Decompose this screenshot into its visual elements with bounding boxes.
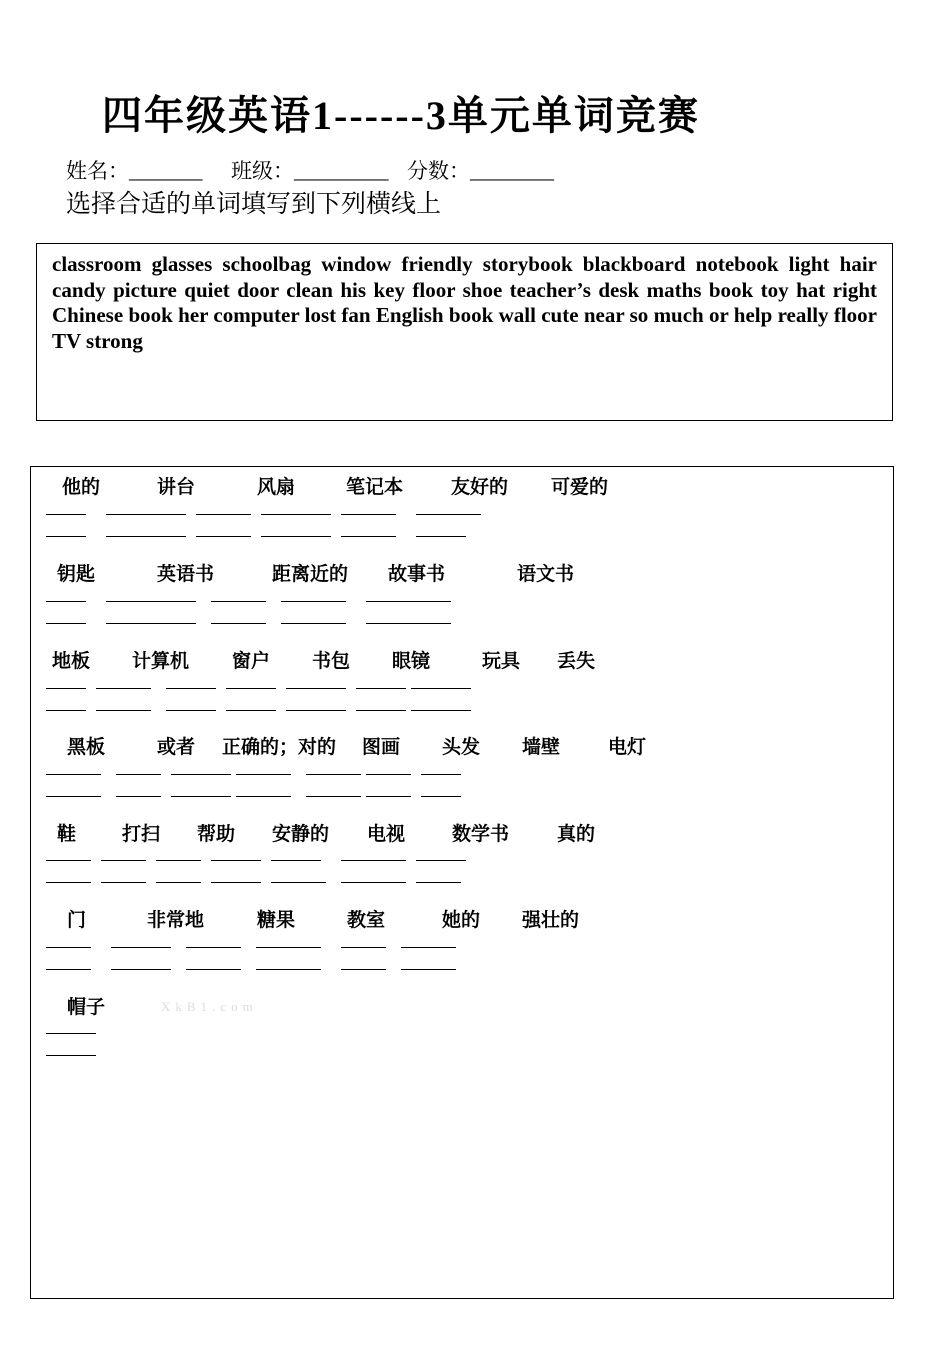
chinese-word-label: 笔记本 xyxy=(346,476,404,498)
answer-line[interactable] xyxy=(101,860,146,861)
chinese-word-label: 他的 xyxy=(62,476,101,498)
answer-line[interactable] xyxy=(226,710,276,711)
answer-line[interactable] xyxy=(101,882,146,883)
chinese-word-label: 地板 xyxy=(52,650,91,672)
answer-line[interactable] xyxy=(416,536,466,537)
answer-line[interactable] xyxy=(236,774,291,775)
answer-line[interactable] xyxy=(356,710,406,711)
answer-line[interactable] xyxy=(166,688,216,689)
chinese-word-label: 门 xyxy=(67,909,87,931)
chinese-word-label: 正确的；对的 xyxy=(222,736,337,758)
chinese-word-label: 墙壁 xyxy=(522,736,561,758)
chinese-word-label: 打扫 xyxy=(122,823,161,845)
chinese-word-label: 窗户 xyxy=(232,650,271,672)
answer-line[interactable] xyxy=(416,882,461,883)
answer-line[interactable] xyxy=(186,947,241,948)
answer-line[interactable] xyxy=(211,601,266,602)
answer-line[interactable] xyxy=(171,796,231,797)
answer-line[interactable] xyxy=(46,774,101,775)
chinese-word-label: 友好的 xyxy=(451,476,509,498)
answer-line[interactable] xyxy=(196,536,251,537)
chinese-word-label: 讲台 xyxy=(157,476,196,498)
answer-line[interactable] xyxy=(366,601,451,602)
answer-line[interactable] xyxy=(211,623,266,624)
chinese-word-label: 计算机 xyxy=(132,650,190,672)
answer-line[interactable] xyxy=(46,882,91,883)
answer-line[interactable] xyxy=(226,688,276,689)
chinese-word-label: 教室 xyxy=(347,909,386,931)
answer-line[interactable] xyxy=(341,514,396,515)
chinese-word-label: 风扇 xyxy=(257,476,296,498)
chinese-word-label: 非常地 xyxy=(147,909,205,931)
chinese-word-label: 可爱的 xyxy=(551,476,609,498)
answer-line[interactable] xyxy=(281,601,346,602)
answer-line[interactable] xyxy=(261,536,331,537)
answer-line[interactable] xyxy=(366,623,451,624)
instruction-text: 选择合适的单词填写到下列横线上 xyxy=(66,191,442,218)
answer-line[interactable] xyxy=(421,796,461,797)
answer-line[interactable] xyxy=(186,969,241,970)
chinese-word-label: 钥匙 xyxy=(57,563,96,585)
chinese-word-label: 帮助 xyxy=(197,823,236,845)
answer-line[interactable] xyxy=(46,796,101,797)
answer-line[interactable] xyxy=(306,774,361,775)
answer-line[interactable] xyxy=(341,860,406,861)
answer-line[interactable] xyxy=(116,774,161,775)
answer-line[interactable] xyxy=(46,601,86,602)
chinese-word-label: 英语书 xyxy=(157,563,215,585)
answer-line[interactable] xyxy=(211,882,261,883)
answer-line[interactable] xyxy=(46,688,86,689)
answer-line[interactable] xyxy=(46,969,91,970)
answer-line[interactable] xyxy=(156,860,201,861)
answer-line[interactable] xyxy=(106,623,196,624)
answer-line[interactable] xyxy=(416,860,466,861)
chinese-word-label: 丢失 xyxy=(557,650,596,672)
answer-line[interactable] xyxy=(166,710,216,711)
answer-line[interactable] xyxy=(111,969,171,970)
name-label: 姓名： xyxy=(66,159,129,183)
chinese-word-label: 眼镜 xyxy=(392,650,431,672)
answer-line[interactable] xyxy=(366,796,411,797)
watermark: XkB1.com xyxy=(161,999,258,1014)
answer-line[interactable] xyxy=(271,860,321,861)
answer-line[interactable] xyxy=(96,710,151,711)
chinese-word-label: 她的 xyxy=(442,909,481,931)
chinese-word-label: 书包 xyxy=(312,650,351,672)
answer-line[interactable] xyxy=(196,514,251,515)
answer-line[interactable] xyxy=(401,947,456,948)
answer-line[interactable] xyxy=(411,710,471,711)
class-blank: _________ xyxy=(294,159,389,183)
chinese-word-label: 故事书 xyxy=(388,563,446,585)
answer-line[interactable] xyxy=(46,710,86,711)
answer-line[interactable] xyxy=(256,947,321,948)
answer-line[interactable] xyxy=(46,860,91,861)
answer-line[interactable] xyxy=(366,774,411,775)
answer-line[interactable] xyxy=(341,882,406,883)
answer-line[interactable] xyxy=(281,623,346,624)
answer-line[interactable] xyxy=(46,947,91,948)
chinese-word-label: 数学书 xyxy=(452,823,510,845)
word-bank-box xyxy=(36,243,893,421)
answer-line[interactable] xyxy=(341,969,386,970)
chinese-word-label: 鞋 xyxy=(57,823,77,845)
answer-line[interactable] xyxy=(156,882,201,883)
chinese-word-label: 玩具 xyxy=(482,650,521,672)
chinese-word-label: 距离近的 xyxy=(272,563,349,585)
chinese-word-label: 语文书 xyxy=(517,563,575,585)
page-title: 四年级英语1------3单元单词竞赛 xyxy=(102,93,700,138)
chinese-word-label: 图画 xyxy=(362,736,401,758)
chinese-word-label: 电视 xyxy=(367,823,406,845)
name-blank: _______ xyxy=(129,159,203,183)
answer-line[interactable] xyxy=(171,774,231,775)
chinese-word-label: 强壮的 xyxy=(522,909,580,931)
answer-line[interactable] xyxy=(46,1033,96,1034)
answer-line[interactable] xyxy=(116,796,161,797)
chinese-word-label: 真的 xyxy=(557,823,596,845)
answer-line[interactable] xyxy=(46,514,86,515)
answer-line[interactable] xyxy=(341,536,396,537)
chinese-word-label: 电灯 xyxy=(608,736,647,758)
student-info-line xyxy=(66,155,554,185)
answer-line[interactable] xyxy=(261,514,331,515)
answer-box xyxy=(30,466,894,1299)
answer-line[interactable] xyxy=(211,860,261,861)
answer-line[interactable] xyxy=(411,688,471,689)
answer-line[interactable] xyxy=(341,947,386,948)
chinese-word-label: 糖果 xyxy=(257,909,296,931)
answer-line[interactable] xyxy=(236,796,291,797)
answer-line[interactable] xyxy=(46,623,86,624)
answer-line[interactable] xyxy=(96,688,151,689)
answer-line[interactable] xyxy=(46,536,86,537)
answer-line[interactable] xyxy=(306,796,361,797)
answer-line[interactable] xyxy=(401,969,456,970)
chinese-word-label: 帽子 xyxy=(67,996,106,1018)
chinese-word-label: 安静的 xyxy=(272,823,330,845)
class-label: 班级： xyxy=(231,159,294,183)
answer-line[interactable] xyxy=(111,947,171,948)
answer-line[interactable] xyxy=(106,536,186,537)
score-label: 分数： xyxy=(407,159,470,183)
answer-line[interactable] xyxy=(106,601,196,602)
answer-line[interactable] xyxy=(271,882,326,883)
word-bank-text: classroom glasses schoolbag window friendly storybook blackboard notebook light hair candy picture quiet door clean his key floor shoe teacher’s desk maths book toy hat right Chinese book her computer lost fan English book wall cute near so much or help really floor TV strong xyxy=(52,252,877,353)
chinese-word-label: 或者 xyxy=(157,736,196,758)
answer-line[interactable] xyxy=(421,774,461,775)
score-blank: ________ xyxy=(470,159,554,183)
answer-line[interactable] xyxy=(46,1055,96,1056)
answer-line[interactable] xyxy=(416,514,481,515)
answer-line[interactable] xyxy=(286,710,346,711)
answer-line[interactable] xyxy=(286,688,346,689)
chinese-word-label: 黑板 xyxy=(67,736,106,758)
chinese-word-label: 头发 xyxy=(442,736,481,758)
answer-line[interactable] xyxy=(256,969,321,970)
answer-line[interactable] xyxy=(106,514,186,515)
answer-line[interactable] xyxy=(356,688,406,689)
